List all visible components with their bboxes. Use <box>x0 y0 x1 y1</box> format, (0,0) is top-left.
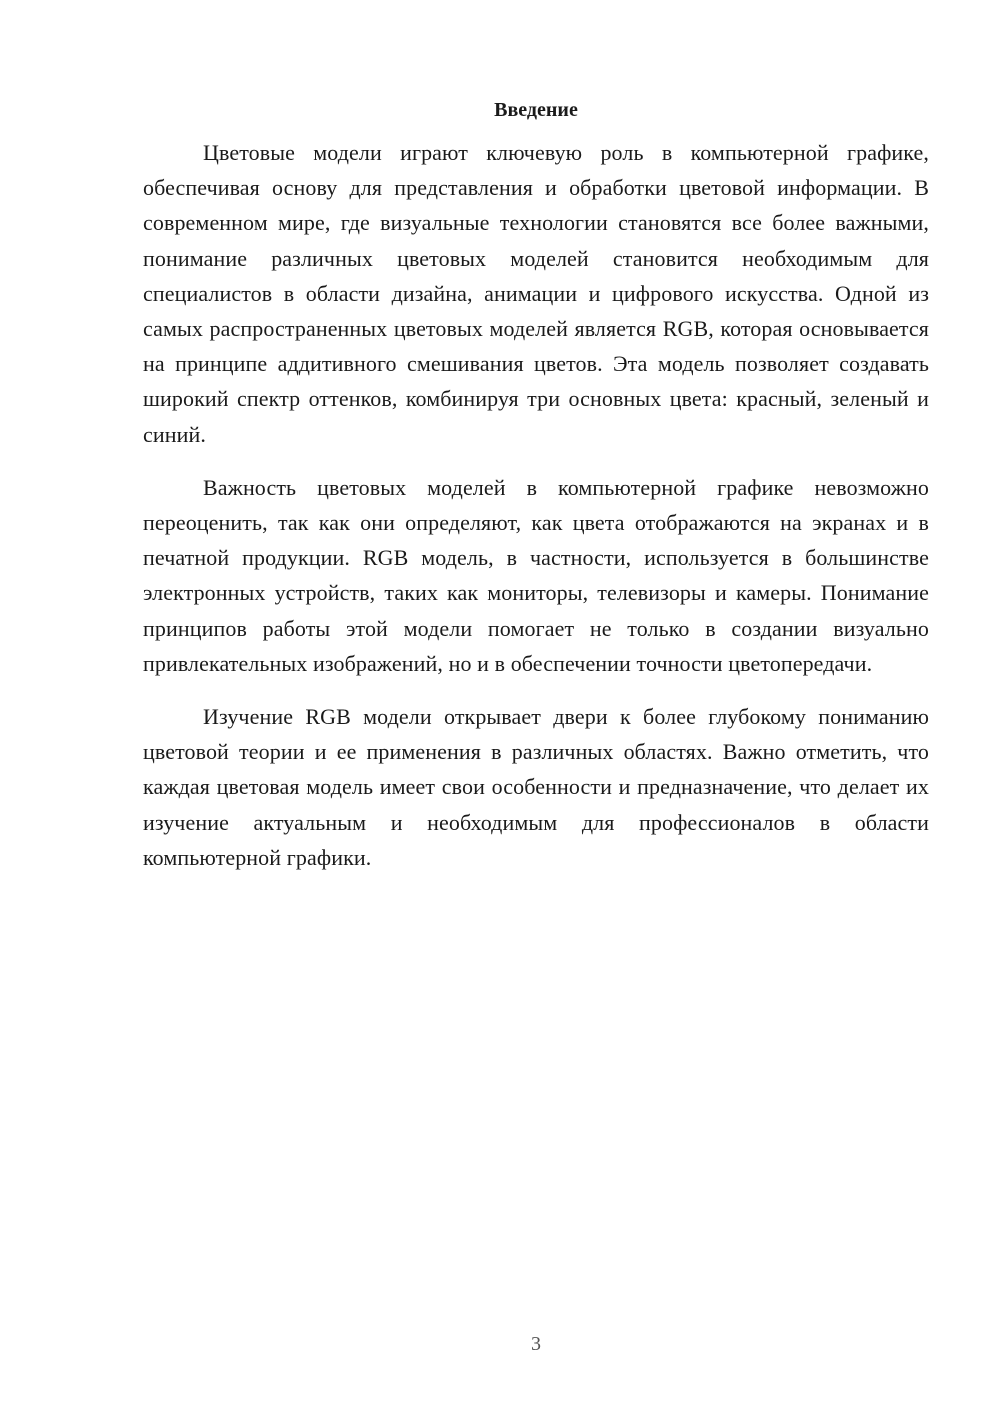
paragraph-3: Изучение RGB модели открывает двери к более глубокому пониманию цветовой теории и ее применения в различных областях. Важно отметить, что каждая цветовая модель имеет свои особенности и предназначение, что делает их изучение актуальным и необходимым для профессионалов в области компьютерной графики. <box>143 704 929 870</box>
paragraph-1: Цветовые модели играют ключевую роль в компьютерной графике, обеспечивая основу для представления и обработки цветовой информации. В современном мире, где визуальные технологии становятся все более важными, понимание различных цветовых моделей становится необходимым для специалистов в области дизайна, анимации и цифрового искусства. Одной из самых распространенных цветовых моделей является RGB, которая основывается на принципе аддитивного смешивания цветов. Эта модель позволяет создавать широкий спектр оттенков, комбинируя три основных цвета: красный, зеленый и синий. <box>143 140 929 447</box>
section-heading: Введение <box>494 99 578 121</box>
paragraph-2: Важность цветовых моделей в компьютерной графике невозможно переоценить, так как они определяют, как цвета отображаются на экранах и в печатной продукции. RGB модель, в частности, используется в большинстве электронных устройств, таких как мониторы, телевизоры и камеры. Понимание принципов работы этой модели помогает не только в создании визуально привлекательных изображений, но и в обеспечении точности цветопередачи. <box>143 474 929 676</box>
page-number: 3 <box>531 1333 541 1355</box>
page-content <box>143 95 929 893</box>
